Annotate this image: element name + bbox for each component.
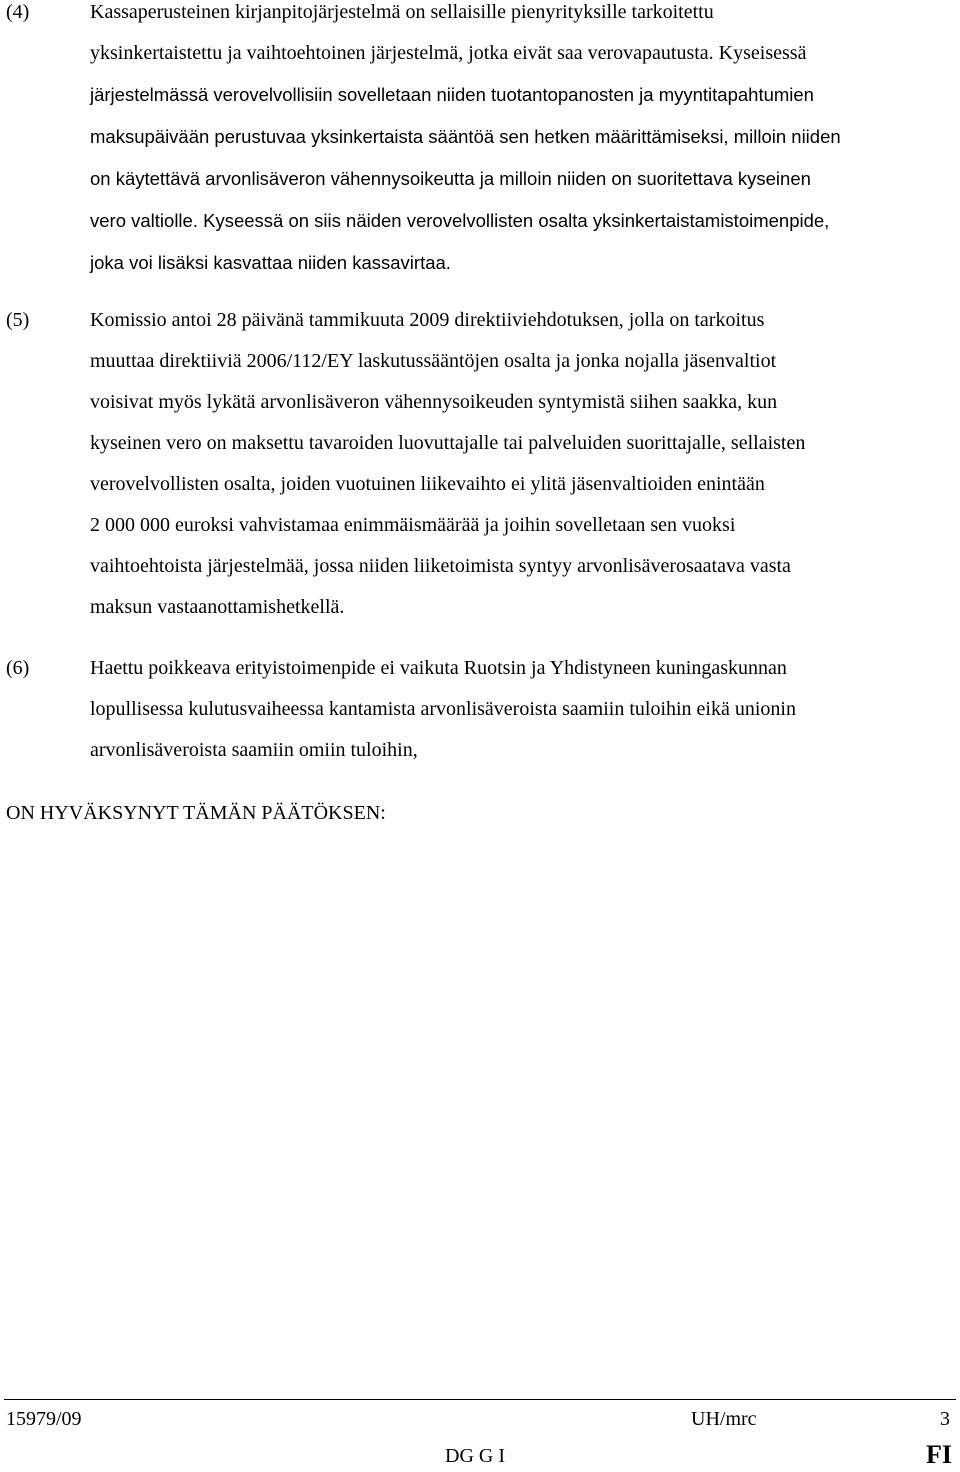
text-line <box>90 200 960 242</box>
paragraph-number: (5) <box>6 309 30 331</box>
text-line <box>90 242 960 284</box>
author-initials: UH/mrc <box>691 1408 757 1430</box>
language-code: FI <box>926 1440 952 1469</box>
text-line-part: joka voi lisäksi kasvattaa niiden kassavirtaa. <box>90 252 451 273</box>
text-line-part: on käytettävä arvonlisäveron vähennysoikeutta ja milloin niiden on suoritettava kyseinen <box>90 168 811 189</box>
text-line: voisivat myös lykätä arvonlisäveron vähennysoikeuden syntymistä siihen saakka, kun <box>90 391 778 413</box>
text-line: arvonlisäveroista saamiin omiin tuloihin, <box>90 739 418 761</box>
text-line-part: järjestelmässä verovelvollisiin sovelletaan niiden tuotantopanosten ja myyntitapahtumien <box>90 84 814 105</box>
page-number: 3 <box>940 1408 950 1430</box>
text-line <box>90 116 960 158</box>
paragraph-number: (4) <box>6 1 30 23</box>
text-line-part: maksupäivään perustuvaa yksinkertaista sääntöä sen hetken määrittämiseksi, milloin niiden <box>90 126 841 147</box>
document-reference: 15979/09 <box>6 1408 82 1430</box>
text-line: Haettu poikkeava erityistoimenpide ei vaikuta Ruotsin ja Yhdistyneen kuningaskunnan <box>90 657 787 679</box>
text-line: Komissio antoi 28 päivänä tammikuuta 2009 direktiiviehdotuksen, jolla on tarkoitus <box>90 309 765 331</box>
text-line: lopullisessa kulutusvaiheessa kantamista arvonlisäveroista saamiin tuloihin eikä unionin <box>90 698 796 720</box>
paragraph-text <box>90 0 960 284</box>
text-line: kyseinen vero on maksettu tavaroiden luovuttajalle tai palveluiden suorittajalle, sellaisten <box>90 432 806 454</box>
text-line: Kassaperusteinen kirjanpitojärjestelmä on sellaisille pienyrityksille tarkoitettu <box>90 1 714 23</box>
text-line: muuttaa direktiiviä 2006/112/EY laskutussääntöjen osalta ja jonka nojalla jäsenvaltiot <box>90 350 777 372</box>
paragraph-text <box>90 648 960 771</box>
text-line <box>90 158 960 200</box>
text-line: verovelvollisten osalta, joiden vuotuinen liikevaihto ei ylitä jäsenvaltioiden enintään <box>90 473 765 495</box>
paragraph-text <box>90 300 960 628</box>
text-line: yksinkertaistettu ja vaihtoehtoinen järjestelmä, jotka eivät saa verovapautusta. Kyseisessä <box>90 42 807 64</box>
text-line <box>90 74 960 116</box>
decision-heading: ON HYVÄKSYNYT TÄMÄN PÄÄTÖKSEN: <box>6 802 386 824</box>
text-line-part: vero valtiolle. Kyseessä on siis näiden verovelvollisten osalta yksinkertaistamistoimenpide, <box>90 210 830 231</box>
text-line: vaihtoehtoista järjestelmää, jossa niiden liiketoimista syntyy arvonlisäverosaatava vasta <box>90 555 791 577</box>
footer-divider <box>4 1399 956 1400</box>
text-line: maksun vastaanottamishetkellä. <box>90 596 345 618</box>
text-line: 2 000 000 euroksi vahvistamaa enimmäismäärää ja joihin sovelletaan sen vuoksi <box>90 514 736 536</box>
directorate-code: DG G I <box>445 1445 505 1467</box>
paragraph-number: (6) <box>6 657 30 679</box>
